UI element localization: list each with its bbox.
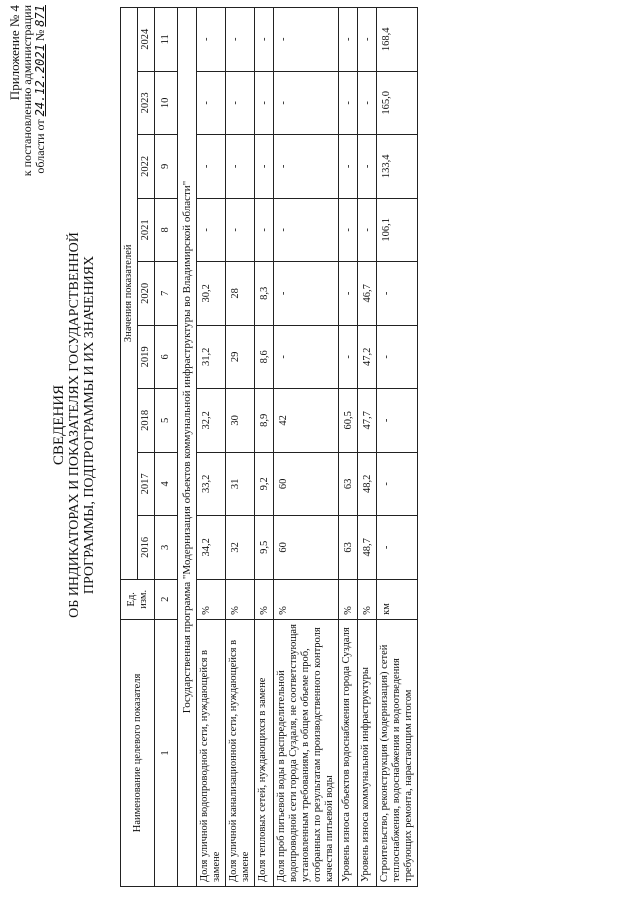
indicator-value: 133,4: [377, 135, 418, 199]
header-unit: Ед. изм.: [121, 579, 155, 619]
indicator-value: 9,2: [255, 452, 274, 516]
document-heading: [52, 55, 97, 795]
indicator-unit: %: [274, 579, 339, 619]
indicator-name: Уровень износа объектов водоснабжения города Суздаля: [339, 619, 358, 886]
heading-line2: ОБ ИНДИКАТОРАХ И ПОКАЗАТЕЛЯХ ГОСУДАРСТВЕННОЙ: [67, 232, 82, 618]
indicator-unit: км: [377, 579, 418, 619]
indicator-value: 46,7: [358, 262, 377, 326]
indicator-value: 47,7: [358, 389, 377, 453]
column-number: 9: [155, 135, 178, 199]
year-header: 2024: [138, 8, 155, 72]
indicator-value: -: [226, 8, 255, 72]
indicator-value: 165,0: [377, 71, 418, 135]
indicator-name: Строительство, реконструкция (модернизация) сетей теплоснабжения, водоснабжения и водоотведения требующих ремонта, нарастающим итогом: [377, 619, 418, 886]
column-number: 3: [155, 516, 178, 580]
table-row: [274, 8, 339, 887]
indicator-value: -: [226, 198, 255, 262]
indicator-value: -: [197, 198, 226, 262]
indicator-unit: %: [255, 579, 274, 619]
indicator-name: Доля уличной водопроводной сети, нуждающейся в замене: [197, 619, 226, 886]
indicator-value: 8,9: [255, 389, 274, 453]
indicator-value: 63: [339, 452, 358, 516]
indicator-value: -: [274, 262, 339, 326]
indicator-value: 32: [226, 516, 255, 580]
header-name: Наименование целевого показателя: [121, 619, 155, 886]
indicator-value: -: [377, 389, 418, 453]
heading-line3: ПРОГРАММЫ, ПОДПРОГРАММЫ И ИХ ЗНАЧЕНИЯХ: [82, 255, 97, 595]
indicator-value: -: [377, 452, 418, 516]
indicator-unit: %: [226, 579, 255, 619]
indicator-value: 29: [226, 325, 255, 389]
year-header: 2020: [138, 262, 155, 326]
appendix-line2: [34, 5, 47, 225]
indicator-value: 47,2: [358, 325, 377, 389]
indicator-value: 48,7: [358, 516, 377, 580]
table-header-row: [121, 8, 138, 887]
indicators-table: [120, 7, 418, 887]
indicator-value: -: [197, 8, 226, 72]
appendix-line1: к постановлению администрации: [20, 5, 34, 177]
appendix-date: 24.12.2021: [33, 44, 47, 117]
indicator-value: -: [255, 71, 274, 135]
indicator-value: 48,2: [358, 452, 377, 516]
indicator-value: -: [255, 198, 274, 262]
column-number: 4: [155, 452, 178, 516]
program-row: [178, 8, 197, 887]
appendix-title: Приложение № 4: [7, 5, 22, 101]
indicator-name: Доля проб питьевой воды в распределительной водопроводной сети города Суздаля, не соответствующая установленным требованиям, в общем объеме проб, отобранных по результатам производственного контроля качества питьевой воды: [274, 619, 339, 886]
indicator-value: 32,2: [197, 389, 226, 453]
indicator-value: -: [377, 516, 418, 580]
header-values: Значения показателей: [121, 8, 138, 580]
indicator-value: -: [358, 135, 377, 199]
indicator-value: -: [339, 325, 358, 389]
indicator-value: 60: [274, 452, 339, 516]
indicator-value: -: [339, 135, 358, 199]
heading-title: СВЕДЕНИЯ: [51, 384, 67, 466]
year-header: 2022: [138, 135, 155, 199]
column-numbers-row: [155, 8, 178, 887]
column-number: 2: [155, 579, 178, 619]
indicator-value: 31: [226, 452, 255, 516]
table-row: [339, 8, 358, 887]
table-row: [226, 8, 255, 887]
indicator-name: Уровень износа коммунальной инфраструктуры: [358, 619, 377, 886]
indicator-value: 33,2: [197, 452, 226, 516]
year-header: 2018: [138, 389, 155, 453]
indicator-value: -: [339, 262, 358, 326]
indicator-value: 34,2: [197, 516, 226, 580]
indicator-name: Доля уличной канализационной сети, нуждающейся в замене: [226, 619, 255, 886]
indicator-value: -: [274, 198, 339, 262]
indicator-value: -: [358, 198, 377, 262]
table-row: [197, 8, 226, 887]
indicator-value: 30: [226, 389, 255, 453]
column-number: 5: [155, 389, 178, 453]
appendix-date-prefix: области от: [33, 119, 47, 174]
year-header: 2019: [138, 325, 155, 389]
indicator-value: -: [358, 8, 377, 72]
program-title: Государственная программа "Модернизация объектов коммунальной инфраструктуры во Владимирской области": [178, 8, 197, 887]
column-number: 6: [155, 325, 178, 389]
indicator-value: -: [339, 198, 358, 262]
indicator-value: -: [255, 135, 274, 199]
indicator-value: 106,1: [377, 198, 418, 262]
indicator-value: 60: [274, 516, 339, 580]
indicator-value: -: [226, 135, 255, 199]
indicator-value: -: [377, 325, 418, 389]
indicator-value: -: [274, 71, 339, 135]
year-header: 2021: [138, 198, 155, 262]
appendix-block: [8, 5, 47, 225]
indicator-value: -: [274, 8, 339, 72]
indicator-value: -: [255, 8, 274, 72]
column-number: 11: [155, 8, 178, 72]
column-number: 8: [155, 198, 178, 262]
indicator-value: -: [197, 135, 226, 199]
indicator-unit: %: [339, 579, 358, 619]
indicator-value: -: [274, 135, 339, 199]
appendix-number: 871: [33, 5, 47, 27]
indicator-value: -: [339, 71, 358, 135]
table-row: [255, 8, 274, 887]
year-header: 2023: [138, 71, 155, 135]
indicator-value: 9,5: [255, 516, 274, 580]
indicator-value: -: [377, 262, 418, 326]
year-header: 2016: [138, 516, 155, 580]
indicator-unit: %: [197, 579, 226, 619]
indicator-value: 42: [274, 389, 339, 453]
indicator-value: 31,2: [197, 325, 226, 389]
indicator-value: 28: [226, 262, 255, 326]
indicator-unit: %: [358, 579, 377, 619]
indicator-value: 63: [339, 516, 358, 580]
column-number: 7: [155, 262, 178, 326]
indicator-value: -: [339, 8, 358, 72]
table-row: [358, 8, 377, 887]
indicator-value: 168,4: [377, 8, 418, 72]
year-header: 2017: [138, 452, 155, 516]
column-number: 10: [155, 71, 178, 135]
table-row: [377, 8, 418, 887]
appendix-number-prefix: №: [33, 29, 47, 42]
column-number: 1: [155, 619, 178, 886]
indicator-value: -: [226, 71, 255, 135]
indicator-value: 8,3: [255, 262, 274, 326]
indicator-value: 30,2: [197, 262, 226, 326]
indicator-name: Доля тепловых сетей, нуждающихся в замене: [255, 619, 274, 886]
indicator-value: -: [197, 71, 226, 135]
indicator-value: -: [274, 325, 339, 389]
indicator-value: 60,5: [339, 389, 358, 453]
indicator-value: 8,6: [255, 325, 274, 389]
indicator-value: -: [358, 71, 377, 135]
